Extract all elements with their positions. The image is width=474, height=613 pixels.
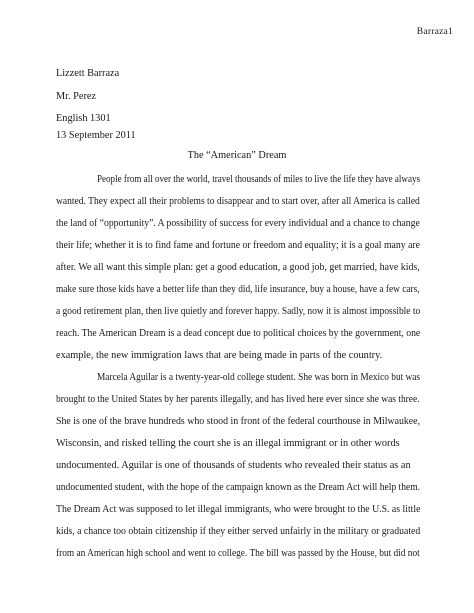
text-line: Marcela Aguilar is a twenty-year-old college student. She was born in Mexico but was <box>97 372 421 383</box>
text-line: from an American high school and went to college. The bill was passed by the House, but did not <box>56 548 420 559</box>
text-line: after. We all want this simple plan: get a good education, a good job, get married, have kids, <box>56 262 420 273</box>
text-line: example, the new immigration laws that are being made in parts of the country. <box>56 350 383 361</box>
running-header: Barraza1 <box>416 26 453 37</box>
student-name: Lizzett Barraza <box>56 68 120 79</box>
text-line: a good retirement plan, then live quietly and forever happy. Sadly, now it is almost impossible to <box>56 306 421 317</box>
text-line: wanted. They expect all their problems to disappear and to start over, after all America is called <box>56 196 420 207</box>
date-line: 13 September 2011 <box>56 130 136 141</box>
text-line: brought to the United States by her parents illegally, and has lived here ever since she was three. <box>56 394 420 405</box>
instructor-name: Mr. Perez <box>56 91 97 102</box>
text-line: She is one of the brave hundreds who stood in front of the federal courthouse in Milwaukee, <box>56 416 421 427</box>
course-name: English 1301 <box>56 113 111 124</box>
text-line: make sure those kids have a better life than they did, life insurance, buy a house, have a few cars, <box>56 284 420 295</box>
text-line: their life; whether it is to find fame and fortune or freedom and equality; it is a goal many are <box>56 240 421 251</box>
text-line: undocumented student, with the hope of the campaign known as the Dream Act will help them. <box>56 482 421 493</box>
text-line: The Dream Act was supposed to let illegal immigrants, who were brought to the U.S. as little <box>56 504 421 515</box>
text-line: reach. The American Dream is a dead concept due to political choices by the government, one <box>56 328 421 339</box>
text-line: the land of “opportunity”. A possibility of success for every individual and a chance to change <box>56 218 420 229</box>
text-line: People from all over the world, travel thousands of miles to live the life they have always <box>97 174 421 185</box>
text-line: undocumented. Aguilar is one of thousands of students who revealed their status as an <box>56 460 411 471</box>
text-line: kids, a chance too obtain citizenship if they either served unfairly in the military or graduated <box>56 526 421 537</box>
text-line: Wisconsin, and risked telling the court she is an illegal immigrant or in other words <box>56 438 400 449</box>
essay-title: The “American” Dream <box>187 150 287 161</box>
